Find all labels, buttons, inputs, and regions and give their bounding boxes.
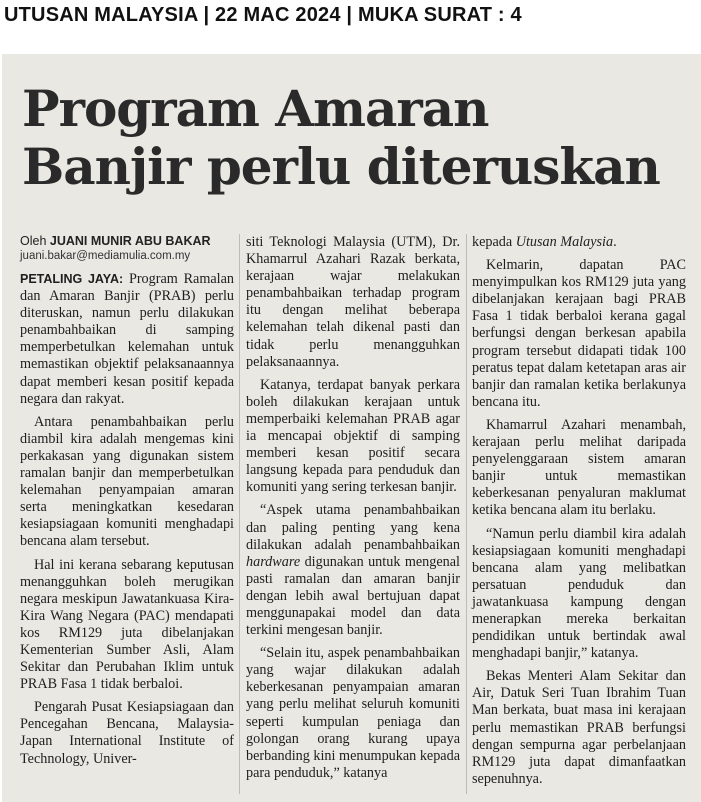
- column-2: [246, 234, 460, 788]
- paragraph: Kelmarin, dapatan PAC menyimpulkan kos RM129 juta yang dibelanjakan kerajaan bagi PRAB Fasa 1 tidak berbaloi kerana gagal berfungsi dengan berkesan apabila program tersebut didapati tidak 100 peratus tepat dalam ketetapan aras air banjir dan ramalan ketika berlakunya bencana itu.: [472, 257, 686, 410]
- paragraph: [472, 234, 686, 251]
- paragraph: “Namun perlu diambil kira adalah kesiapsiagaan komuniti menghadapi bencana alam yang melibatkan persatuan penduduk dan jawatankuasa kampung dengan menerapkan mereka berkaitan pendidikan untuk bertindak awal menghadapi banjir,” katanya.: [472, 525, 686, 662]
- paragraph: [246, 502, 460, 639]
- paragraph-text: digunakan untuk mengenal pasti ramalan dan amaran banjir dengan lebih awal bertujuan dapat menggunapakai model dan data terkini mengesan banjir.: [246, 553, 460, 639]
- headline-line-1: Program Amaran: [22, 79, 489, 138]
- column-divider: [466, 234, 467, 794]
- paragraph: Khamarrul Azahari menambah, kerajaan perlu melihat daripada penyelenggaraan sistem amaran banjir untuk memastikan keberkesanan penyaluran maklumat ketika bencana alam itu berlaku.: [472, 416, 686, 519]
- paragraph: siti Teknologi Malaysia (UTM), Dr. Khamarrul Azahari Razak berkata, kerajaan wajar melakukan penambahbaikan terhadap program itu dengan melihat beberapa kelemahan telah dikenal pasti dan tidak perlu menangguhkan pelaksanaannya.: [246, 234, 460, 370]
- paragraph-text: “Aspek utama penambahbaikan dan paling penting yang kena dilakukan adalah penambahbaikan: [246, 502, 460, 553]
- paragraph-text: kepada: [472, 234, 513, 250]
- column-1: [20, 234, 234, 774]
- headline: [22, 80, 682, 196]
- byline: [20, 234, 234, 249]
- paragraph: [20, 271, 234, 408]
- masthead: UTUSAN MALAYSIA | 22 MAC 2024 | MUKA SURAT : 4: [4, 4, 522, 26]
- italic-term: hardware: [246, 553, 301, 570]
- author-email: juani.bakar@mediamulia.com.my: [20, 250, 191, 262]
- byline-prefix: Oleh: [20, 234, 47, 248]
- paragraph: Katanya, terdapat banyak perkara boleh dilakukan kerajaan untuk memperbaiki kelemahan PRAB agar ia mencapai objektif di samping memberi kesan positif secara langsung kepada para penduduk dan komuniti yang sering terkesan banjir.: [246, 376, 460, 496]
- paragraph-text: Program Ramalan dan Amaran Banjir (PRAB) perlu diteruskan, namun perlu dilakukan penambahbaikan di samping memperbetulkan kelemahan untuk memastikan objektif pelaksanaannya dapat memberi kesan positif kepada negara dan rakyat.: [20, 271, 234, 407]
- paragraph: Hal ini kerana sebarang keputusan menangguhkan boleh merugikan negara meskipun Jawatankuasa Kira-Kira Wang Negara (PAC) mendapati kos RM129 juta dibelanjakan Kementerian Sumber Asli, Alam Sekitar dan Perubahan Iklim untuk PRAB Fasa 1 tidak berbaloi.: [20, 556, 234, 693]
- paragraph: Bekas Menteri Alam Sekitar dan Air, Datuk Seri Tuan Ibrahim Tuan Man berkata, buat masa ini kerajaan perlu memastikan PRAB berfungsi dengan sempurna agar perbelanjaan RM129 juta dapat dimanfaatkan sepenuhnya.: [472, 668, 686, 787]
- author-name: JUANI MUNIR ABU BAKAR: [49, 234, 211, 248]
- paragraph: “Selain itu, aspek penambahbaikan yang wajar dilakukan adalah keberkesanan penyampaian amaran yang perlu melihat seluruh komuniti seperti kumpulan peniaga dan golongan orang kurang upaya berbanding kini menumpukan kepada para penduduk,” katanya: [246, 645, 460, 781]
- column-divider: [239, 234, 240, 794]
- paragraph: Pengarah Pusat Kesiapsiagaan dan Pencegahan Bencana, Malaysia-Japan International Institute of Technology, Univer-: [20, 699, 234, 767]
- column-3: [472, 234, 686, 794]
- publication-name: Utusan Malaysia: [515, 234, 614, 250]
- headline-line-2: Banjir perlu diteruskan: [22, 137, 660, 196]
- newspaper-clipping: [2, 54, 701, 802]
- paragraph: Antara penambahbaikan perlu diambil kira adalah mengemas kini perkakasan yang digunakan sistem ramalan banjir dan memperbetulkan kelemahan penyampaian amaran serta meningkatkan kesedaran kesiapsiagaan komuniti menghadapi bencana alam tersebut.: [20, 413, 234, 550]
- dateline: PETALING JAYA:: [20, 272, 124, 286]
- paragraph-text: .: [613, 234, 617, 250]
